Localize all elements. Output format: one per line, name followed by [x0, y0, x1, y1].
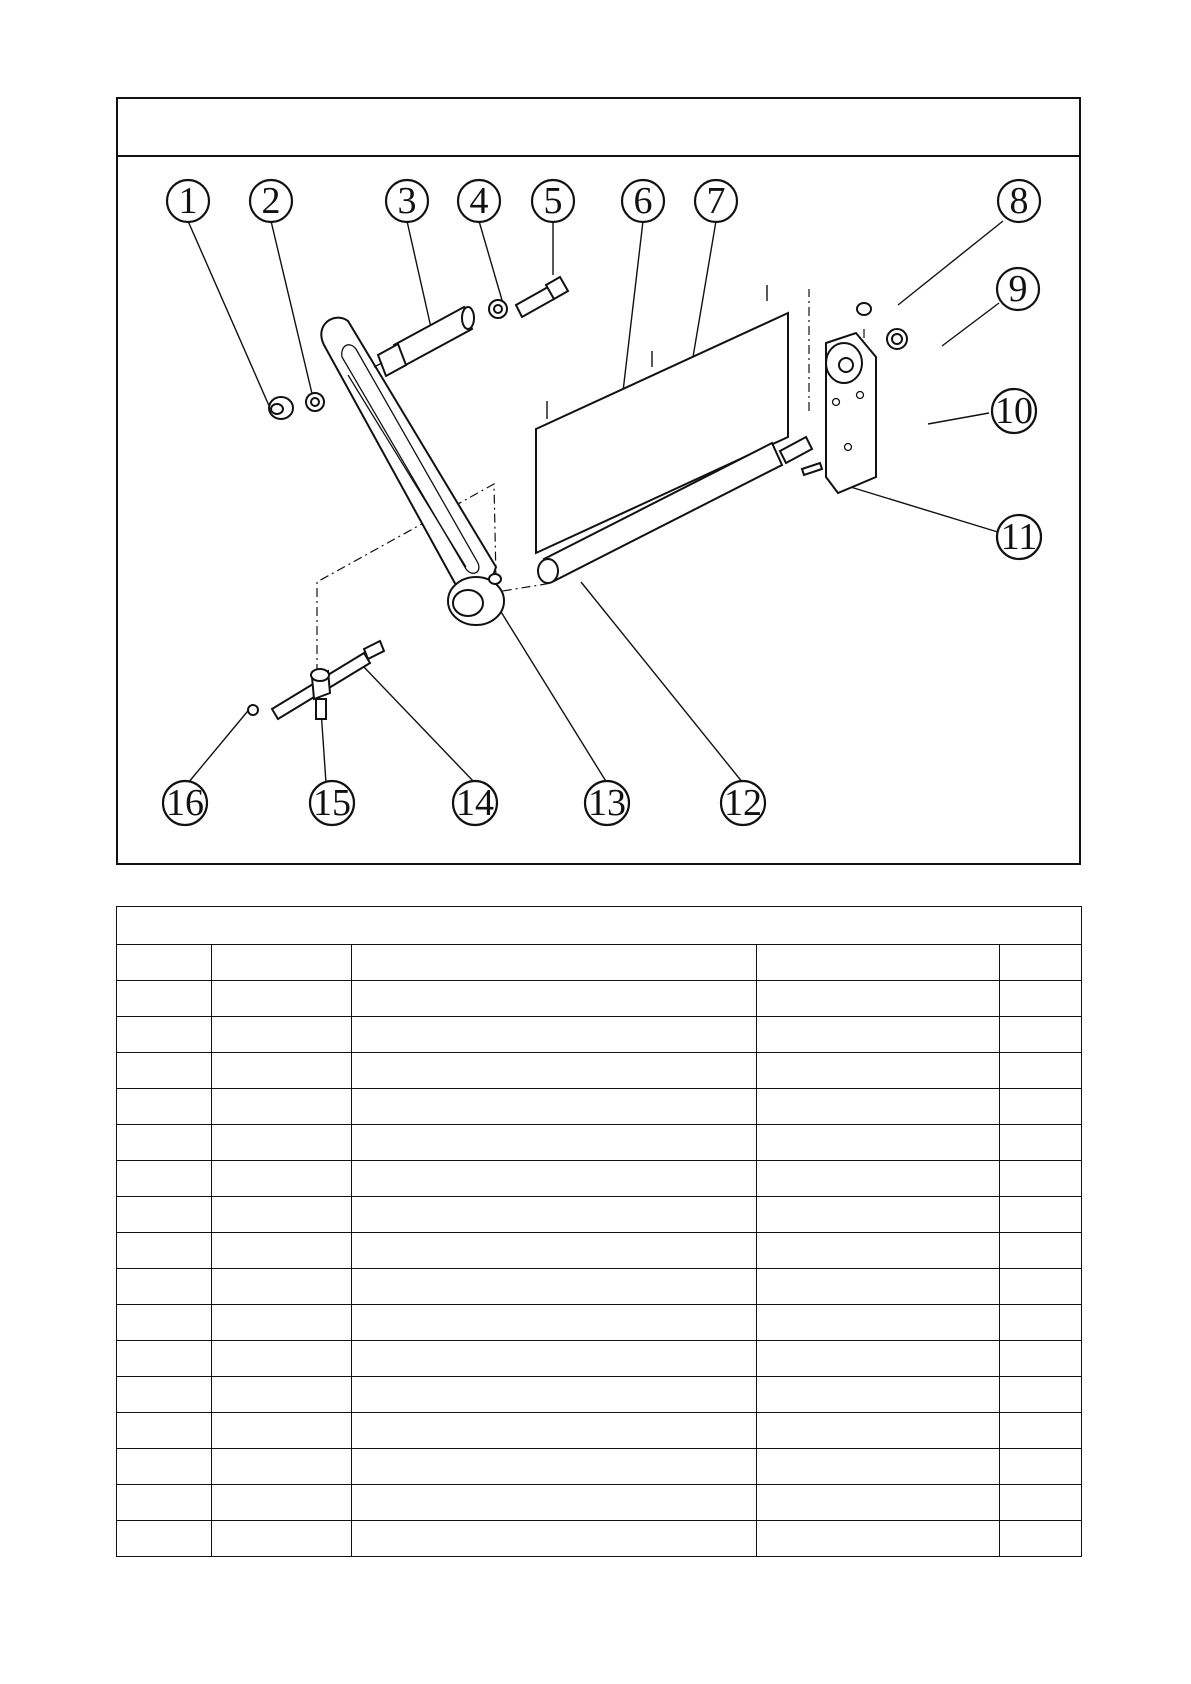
parts-list-table: [116, 906, 1082, 1557]
table-cell: [212, 1197, 352, 1233]
table-cell: [1000, 1233, 1082, 1269]
table-cell: [212, 1413, 352, 1449]
table-cell: [1000, 1053, 1082, 1089]
table-cell: [757, 1413, 1000, 1449]
callout-13: [585, 781, 629, 825]
header-cell: [117, 945, 212, 981]
table-cell: [757, 1053, 1000, 1089]
callout-6: [622, 180, 664, 222]
table-cell: [1000, 1269, 1082, 1305]
table-cell: [117, 1089, 212, 1125]
table-cell: [757, 1485, 1000, 1521]
exploded-view-drawing: [116, 97, 1081, 865]
table-row: [117, 1449, 1082, 1485]
table-cell: [117, 1197, 212, 1233]
callout-14: [453, 781, 497, 825]
slotted-arm-part: [321, 318, 504, 625]
callout-1: [167, 180, 209, 222]
table-cell: [757, 1161, 1000, 1197]
svg-text:6: 6: [633, 180, 653, 222]
table-cell: [352, 1053, 757, 1089]
svg-text:3: 3: [397, 180, 417, 222]
callout-10: [992, 389, 1036, 433]
svg-text:8: 8: [1009, 180, 1029, 222]
table-cell: [352, 1017, 757, 1053]
svg-text:2: 2: [261, 180, 281, 222]
table-cell: [117, 1053, 212, 1089]
svg-text:14: 14: [456, 782, 494, 824]
table-cell: [1000, 1089, 1082, 1125]
table-cell: [117, 1161, 212, 1197]
table-cell: [212, 1449, 352, 1485]
header-cell: [757, 945, 1000, 981]
table-cell: [352, 1233, 757, 1269]
table-cell: [212, 1341, 352, 1377]
table-cell: [352, 1089, 757, 1125]
table-cell: [352, 1341, 757, 1377]
table-cell: [757, 1017, 1000, 1053]
table-cell: [1000, 1161, 1082, 1197]
table-cell: [212, 1089, 352, 1125]
table-cell: [352, 1413, 757, 1449]
table-row: [117, 1269, 1082, 1305]
svg-text:7: 7: [706, 180, 726, 222]
table-row: [117, 1521, 1082, 1557]
table-cell: [352, 981, 757, 1017]
table-header-row: [117, 945, 1082, 981]
callout-2: [250, 180, 292, 222]
table-cell: [212, 1485, 352, 1521]
table-cell: [757, 981, 1000, 1017]
table-row: [117, 1053, 1082, 1089]
table-cell: [352, 1485, 757, 1521]
table-row: [117, 1197, 1082, 1233]
callout-8: [998, 180, 1040, 222]
table-cell: [117, 1125, 212, 1161]
table-row: [117, 1413, 1082, 1449]
header-cell: [212, 945, 352, 981]
table-row: [117, 1377, 1082, 1413]
table-cell: [757, 1521, 1000, 1557]
table-cell: [212, 981, 352, 1017]
table-title-row: [117, 907, 1082, 945]
callout-9: [997, 268, 1039, 310]
table-cell: [352, 1125, 757, 1161]
table-cell: [352, 1269, 757, 1305]
table-cell: [757, 1089, 1000, 1125]
table-cell: [1000, 1413, 1082, 1449]
table-cell: [212, 1161, 352, 1197]
table-row: [117, 981, 1082, 1017]
table-cell: [117, 1521, 212, 1557]
table-cell: [117, 1269, 212, 1305]
table-cell: [757, 1125, 1000, 1161]
svg-text:12: 12: [724, 782, 762, 824]
table-cell: [212, 1269, 352, 1305]
callout-4: [458, 180, 500, 222]
table-title: [117, 907, 1082, 945]
table-cell: [352, 1449, 757, 1485]
table-cell: [117, 1485, 212, 1521]
table-cell: [352, 1197, 757, 1233]
table-cell: [1000, 1305, 1082, 1341]
table-cell: [757, 1269, 1000, 1305]
callout-12: [721, 781, 765, 825]
table-cell: [117, 981, 212, 1017]
table-cell: [117, 1449, 212, 1485]
table-cell: [212, 1053, 352, 1089]
svg-text:15: 15: [313, 782, 351, 824]
svg-text:16: 16: [166, 782, 204, 824]
table-cell: [212, 1521, 352, 1557]
table-row: [117, 1305, 1082, 1341]
table-cell: [757, 1197, 1000, 1233]
exploded-diagram-frame: [116, 97, 1081, 865]
table-cell: [1000, 1449, 1082, 1485]
table-cell: [117, 1377, 212, 1413]
callout-3: [386, 180, 428, 222]
table-cell: [117, 1017, 212, 1053]
callout-16: [163, 781, 207, 825]
table-cell: [757, 1377, 1000, 1413]
table-cell: [352, 1521, 757, 1557]
table-cell: [352, 1305, 757, 1341]
table-cell: [212, 1017, 352, 1053]
table-cell: [117, 1413, 212, 1449]
table-row: [117, 1125, 1082, 1161]
svg-text:9: 9: [1008, 268, 1028, 310]
table-cell: [352, 1161, 757, 1197]
table-cell: [1000, 1377, 1082, 1413]
table-row: [117, 1089, 1082, 1125]
table-cell: [212, 1125, 352, 1161]
table-cell: [1000, 1341, 1082, 1377]
table-cell: [1000, 1485, 1082, 1521]
table-row: [117, 1233, 1082, 1269]
table-cell: [212, 1233, 352, 1269]
t-handle-part: [248, 641, 384, 719]
table-cell: [757, 1233, 1000, 1269]
table-cell: [212, 1305, 352, 1341]
callout-15: [310, 781, 354, 825]
svg-text:4: 4: [469, 180, 489, 222]
table-row: [117, 1161, 1082, 1197]
table-cell: [212, 1377, 352, 1413]
callout-11: [997, 515, 1041, 559]
knob-and-washer: [269, 393, 324, 419]
table-row: [117, 1485, 1082, 1521]
svg-text:13: 13: [588, 782, 626, 824]
table-cell: [757, 1305, 1000, 1341]
callout-7: [695, 180, 737, 222]
table-row: [117, 1341, 1082, 1377]
table-cell: [1000, 1017, 1082, 1053]
svg-text:11: 11: [1000, 516, 1038, 558]
table-cell: [1000, 1197, 1082, 1233]
stud-bushing: [374, 307, 474, 376]
svg-text:10: 10: [995, 390, 1033, 432]
table-cell: [117, 1341, 212, 1377]
table-cell: [1000, 1521, 1082, 1557]
table-cell: [352, 1377, 757, 1413]
table-cell: [117, 1233, 212, 1269]
bracket-part: [826, 333, 876, 493]
table-cell: [1000, 1125, 1082, 1161]
table-cell: [757, 1449, 1000, 1485]
header-cell: [1000, 945, 1082, 981]
table-cell: [117, 1305, 212, 1341]
table-row: [117, 1017, 1082, 1053]
table-cell: [1000, 981, 1082, 1017]
table-cell: [757, 1341, 1000, 1377]
svg-text:1: 1: [178, 180, 198, 222]
header-cell: [352, 945, 757, 981]
svg-text:5: 5: [543, 180, 563, 222]
callout-5: [532, 180, 574, 222]
